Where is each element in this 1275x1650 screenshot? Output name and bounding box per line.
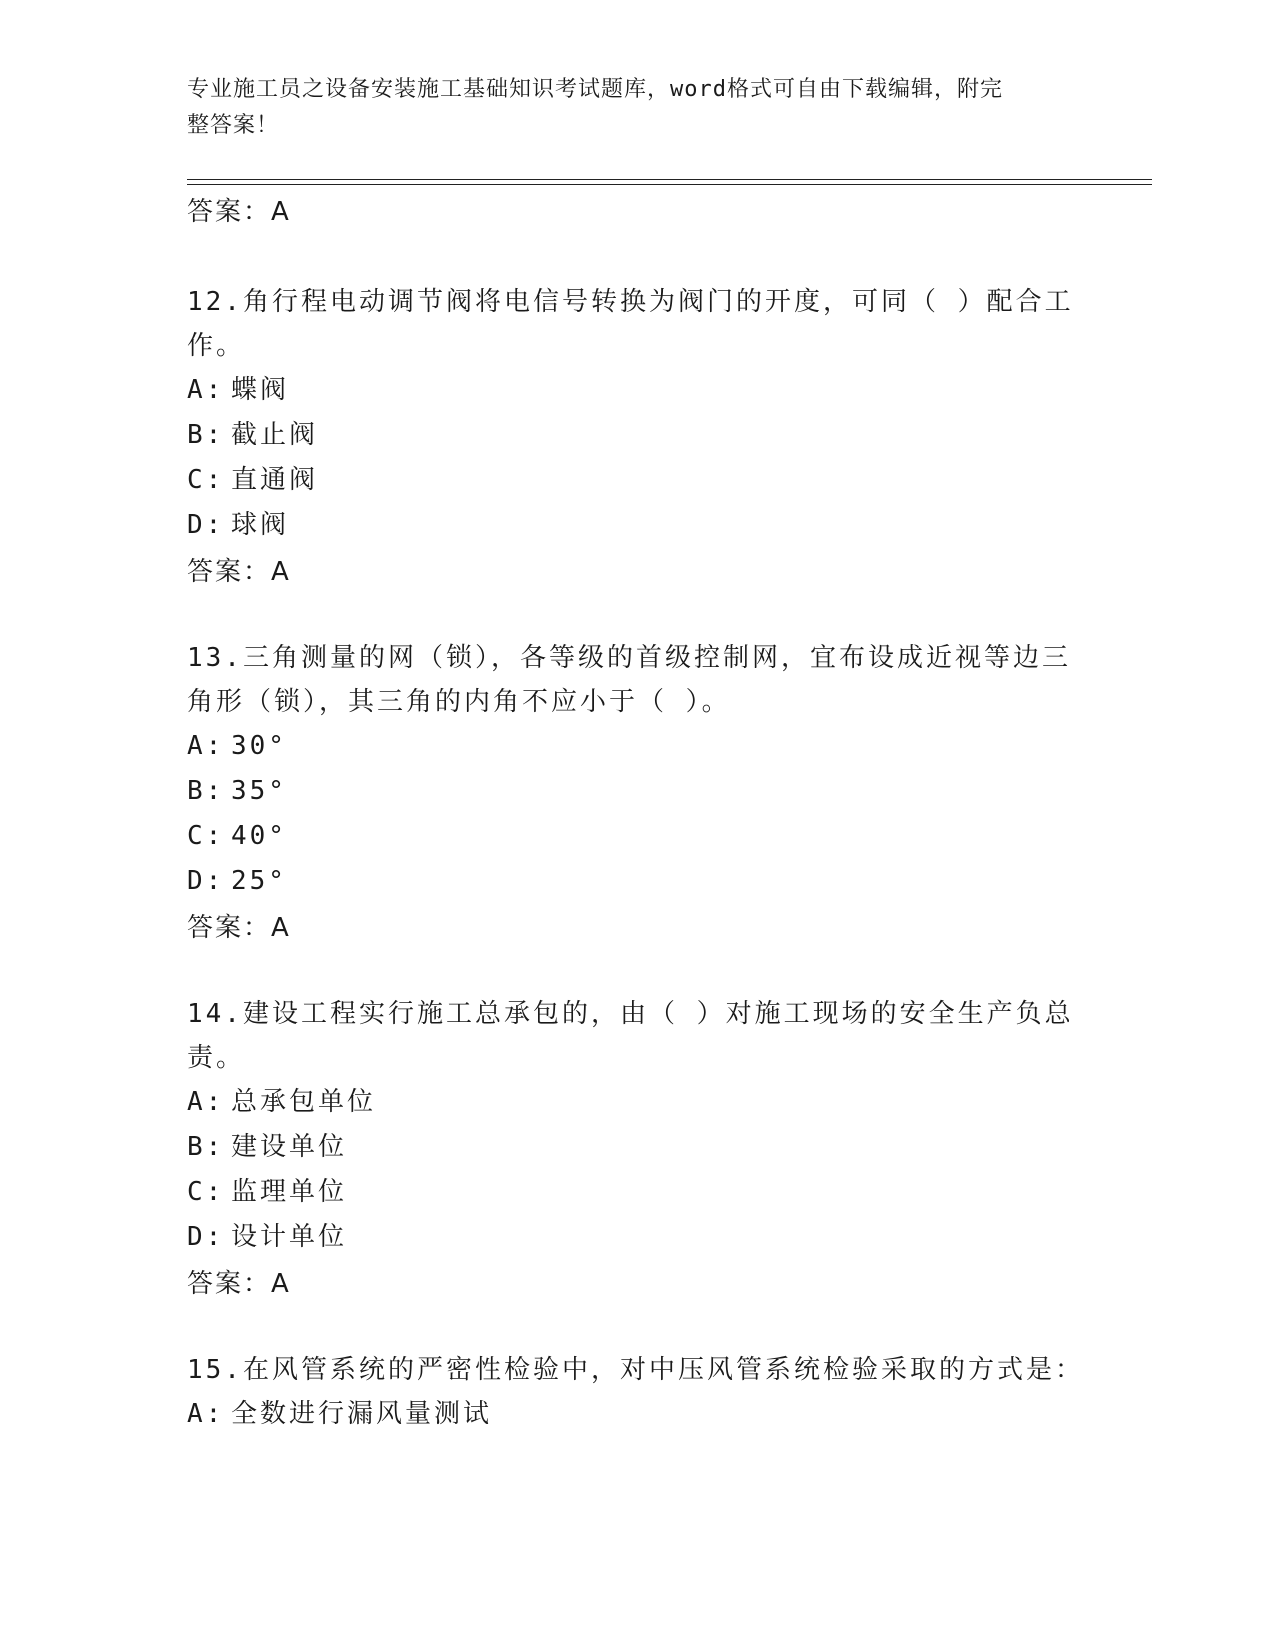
header-divider-top <box>187 179 1152 180</box>
option-text: 设计单位 <box>231 1222 348 1252</box>
option-text: 建设单位 <box>231 1132 348 1162</box>
answer-line-11: 答案：A <box>187 197 291 227</box>
option-text: 截止阀 <box>231 420 319 450</box>
question-12 <box>187 280 1087 596</box>
option-text: 35° <box>231 776 287 806</box>
option-label: A: <box>187 1399 225 1429</box>
question-text-line: 12.角行程电动调节阀将电信号转换为阀门的开度，可同（ ）配合工 <box>187 287 1074 317</box>
question-text-line: 责。 <box>187 1043 246 1073</box>
option-d <box>187 503 1087 548</box>
question-13 <box>187 636 1087 952</box>
question-text-line: 作。 <box>187 331 246 361</box>
document-header <box>187 72 1067 144</box>
option-text: 球阀 <box>231 510 290 540</box>
option-b <box>187 413 1087 458</box>
option-text: 25° <box>231 866 287 896</box>
option-text: 总承包单位 <box>231 1087 377 1117</box>
header-line-2: 整答案！ <box>187 113 280 138</box>
option-label: A: <box>187 731 225 761</box>
option-label: D: <box>187 866 225 896</box>
option-a <box>187 1080 1087 1125</box>
option-a <box>187 1392 1087 1437</box>
option-text: 直通阀 <box>231 465 319 495</box>
option-c <box>187 1170 1087 1215</box>
answer-line: 答案：A <box>187 557 291 587</box>
header-line-1: 专业施工员之设备安装施工基础知识考试题库，word格式可自由下载编辑，附完 <box>187 77 1003 102</box>
option-label: B: <box>187 776 225 806</box>
option-text: 全数进行漏风量测试 <box>231 1399 493 1429</box>
question-text-line: 13.三角测量的网（锁），各等级的首级控制网，宜布设成近视等边三 <box>187 643 1071 673</box>
option-label: B: <box>187 1132 225 1162</box>
option-b <box>187 769 1087 814</box>
option-c <box>187 814 1087 859</box>
option-d <box>187 859 1087 904</box>
option-label: D: <box>187 1222 225 1252</box>
answer-line: 答案：A <box>187 913 291 943</box>
question-15 <box>187 1348 1087 1437</box>
option-label: A: <box>187 1087 225 1117</box>
option-a <box>187 368 1087 413</box>
header-divider-bottom <box>187 184 1152 185</box>
question-text-line: 15.在风管系统的严密性检验中，对中压风管系统检验采取的方式是： <box>187 1355 1084 1385</box>
option-label: C: <box>187 821 225 851</box>
option-b <box>187 1125 1087 1170</box>
question-text-line: 14.建设工程实行施工总承包的，由（ ）对施工现场的安全生产负总 <box>187 999 1074 1029</box>
answer-line: 答案：A <box>187 1269 291 1299</box>
option-text: 蝶阀 <box>231 375 290 405</box>
option-d <box>187 1215 1087 1260</box>
option-label: A: <box>187 375 225 405</box>
question-14 <box>187 992 1087 1308</box>
option-label: C: <box>187 465 225 495</box>
option-text: 40° <box>231 821 287 851</box>
option-c <box>187 458 1087 503</box>
option-text: 监理单位 <box>231 1177 348 1207</box>
question-list <box>187 188 1087 1437</box>
option-a <box>187 724 1087 769</box>
option-text: 30° <box>231 731 287 761</box>
option-label: B: <box>187 420 225 450</box>
question-text-line: 角形（锁），其三角的内角不应小于（ ）。 <box>187 687 731 717</box>
option-label: C: <box>187 1177 225 1207</box>
option-label: D: <box>187 510 225 540</box>
